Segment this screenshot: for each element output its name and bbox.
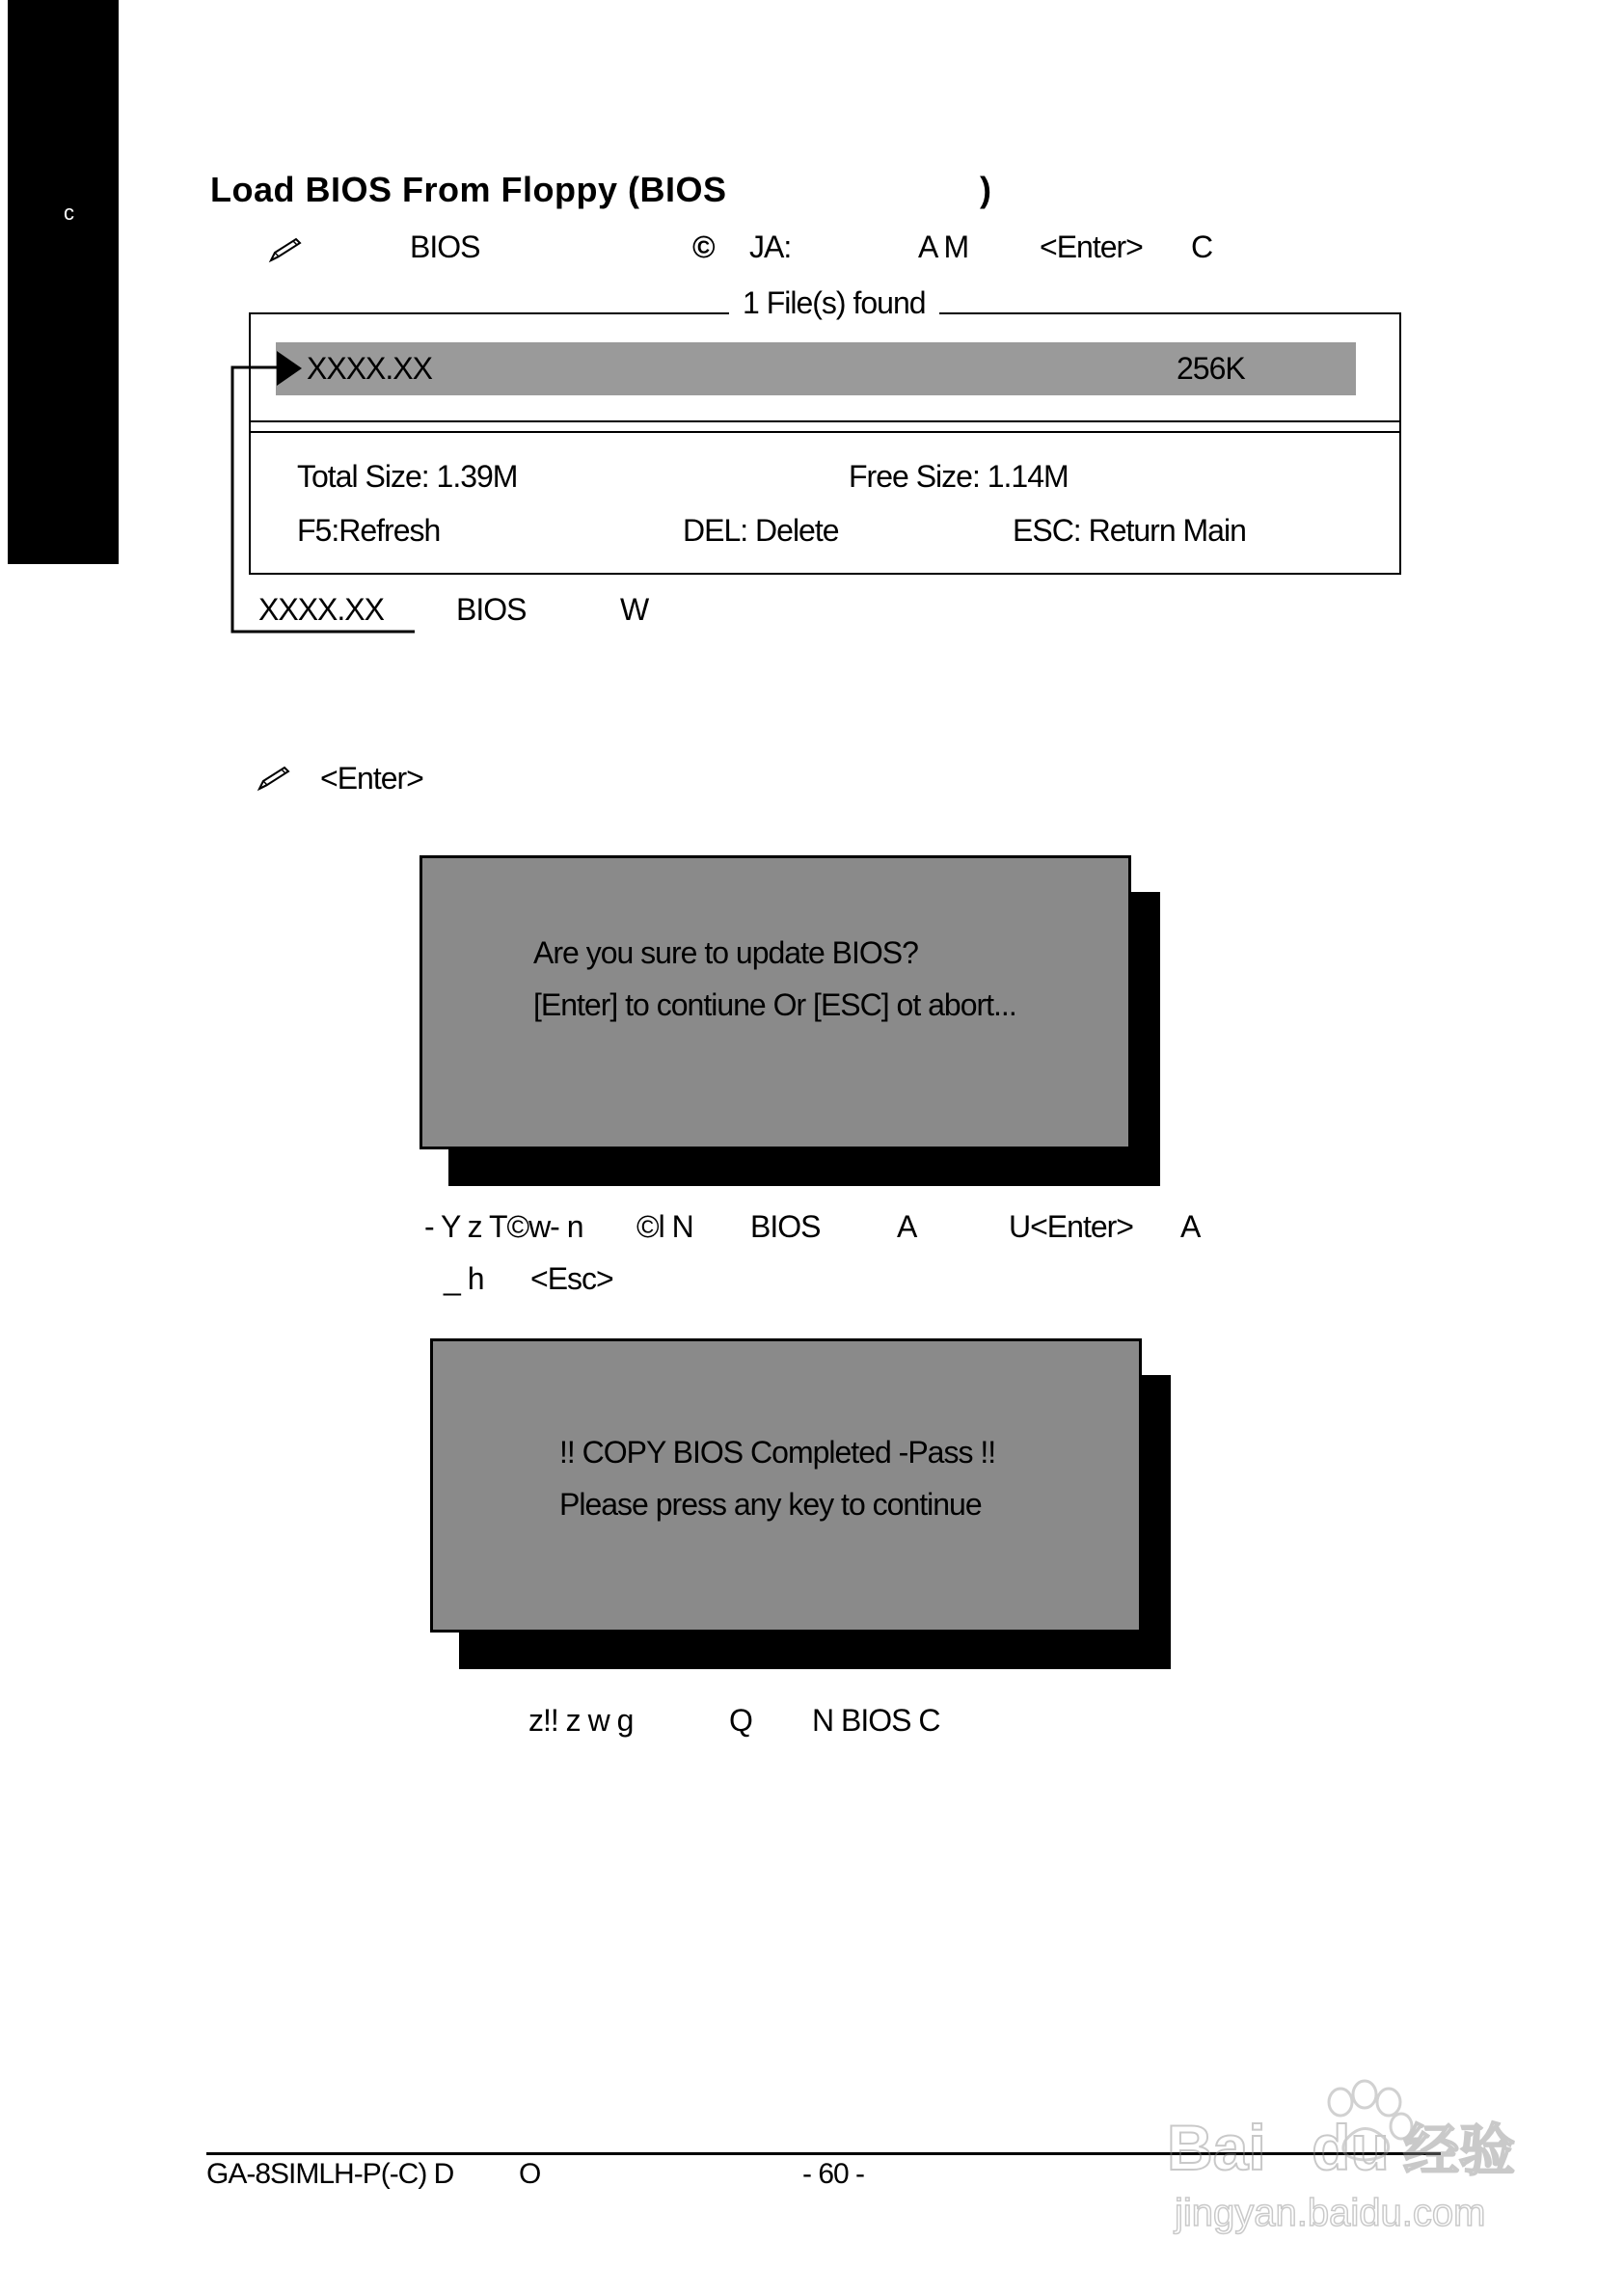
complete-line-1: !! COPY BIOS Completed -Pass !! <box>559 1435 996 1470</box>
desc3-part-a: z!! z w g <box>528 1703 634 1738</box>
note1-c: C <box>1191 229 1213 264</box>
free-size: Free Size: 1.14M <box>849 459 1069 494</box>
desc1-a2: A <box>1180 1209 1201 1244</box>
page-number: - 60 - <box>802 2158 865 2190</box>
svg-text:jingyan.baidu.com: jingyan.baidu.com <box>1175 2192 1486 2234</box>
footer-o: O <box>519 2158 541 2190</box>
file-name[interactable]: XXXX.XX <box>307 351 432 386</box>
confirm-line-1: Are you sure to update BIOS? <box>533 935 918 970</box>
note1-copyright: © <box>692 229 715 264</box>
callout-bios: BIOS <box>456 592 527 627</box>
delete-key[interactable]: DEL: Delete <box>683 513 839 548</box>
desc2-esc: <Esc> <box>530 1261 613 1296</box>
desc1-part-b: ©l N <box>636 1209 693 1244</box>
desc2-part-a: _ h <box>444 1261 484 1296</box>
callout-w: W <box>620 592 649 627</box>
total-size: Total Size: 1.39M <box>297 459 518 494</box>
svg-text:du: du <box>1312 2112 1390 2183</box>
svg-text:Bai: Bai <box>1167 2112 1266 2183</box>
dialog-divider-2 <box>251 431 1399 433</box>
note2-enter: <Enter> <box>320 761 423 796</box>
callout-file: XXXX.XX <box>258 592 384 627</box>
refresh-key[interactable]: F5:Refresh <box>297 513 441 548</box>
dialog-divider <box>251 420 1399 422</box>
desc3-part-b: Q <box>729 1703 752 1738</box>
section-heading-close: ) <box>980 170 992 209</box>
confirm-line-2: [Enter] to contiune Or [ESC] ot abort... <box>533 987 1016 1022</box>
file-dialog-legend: 1 File(s) found <box>729 285 939 321</box>
note1-bios: BIOS <box>410 229 480 264</box>
side-tab-letter: c <box>64 201 74 225</box>
side-tab <box>8 0 119 564</box>
note1-am: A M <box>918 229 969 264</box>
pencil-icon <box>265 235 304 264</box>
desc1-enter: U<Enter> <box>1009 1209 1133 1244</box>
desc3-part-c: N BIOS C <box>812 1703 940 1738</box>
return-main-key[interactable]: ESC: Return Main <box>1013 513 1246 548</box>
note1-enter: <Enter> <box>1040 229 1143 264</box>
desc1-part-a: - Y z T©w- n <box>424 1209 583 1244</box>
desc1-bios: BIOS <box>750 1209 821 1244</box>
pencil-icon <box>254 764 292 793</box>
complete-dialog <box>430 1338 1142 1633</box>
note1-ja: JA: <box>749 229 792 264</box>
section-heading: Load BIOS From Floppy (BIOS <box>210 170 727 209</box>
complete-line-2: Please press any key to continue <box>559 1487 982 1522</box>
baidu-watermark-logo <box>1167 2073 1543 2247</box>
footer-model: GA-8SIMLH-P(-C) D <box>206 2158 454 2190</box>
svg-text:经验: 经验 <box>1403 2118 1516 2183</box>
file-size: 256K <box>1177 351 1245 386</box>
desc1-a: A <box>897 1209 917 1244</box>
